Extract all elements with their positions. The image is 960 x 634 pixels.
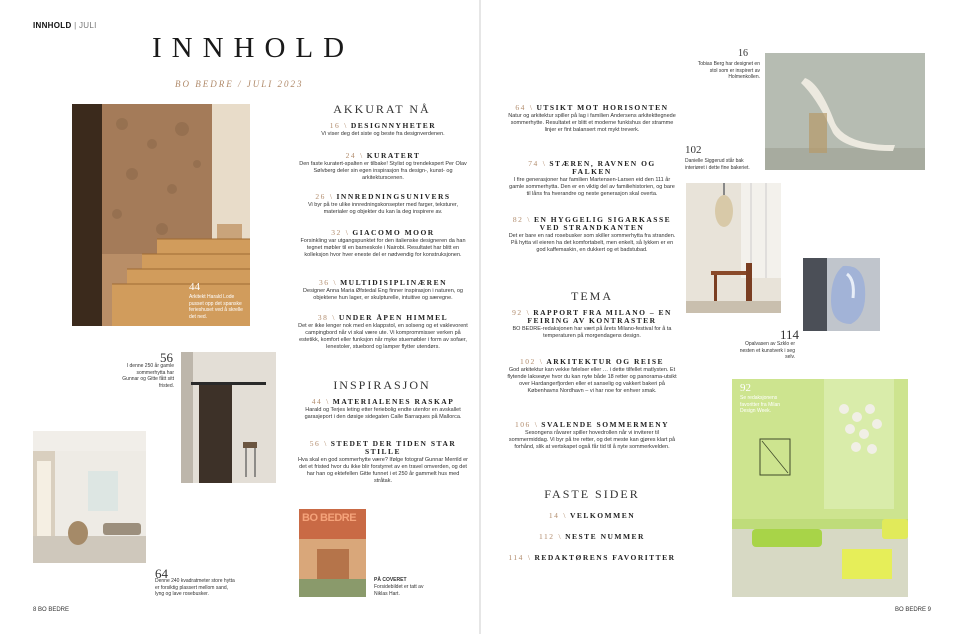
cover-label: PÅ COVERET xyxy=(374,577,407,583)
staircase-illustration xyxy=(72,104,250,326)
section-akkurat-na: AKKURAT NÅ xyxy=(333,102,431,116)
photo-number: 102 xyxy=(685,144,702,156)
page-title: INNHOLD xyxy=(152,32,355,64)
living-room-illustration xyxy=(33,431,146,563)
toc-entry[interactable]: 56 \ STEDET DER TIDEN STAR STILLE Hva skal en god sommerhytte være? Ifølge fotograf Gunnar Merrild er det et fristed hvor du ikke blir forstyrret av en travel omverden, og det har han og ektefellen Gitte funnet i et 250 år gammelt hus med stråtak. xyxy=(298,439,468,484)
toc-entry[interactable]: 44 \ MATERIALENES RASKAP Harald og Terjes leting etter feriebolig endte utenfor en avskallet garasjeport i den døsige sidegaten Calle Barraques på Mallorca. xyxy=(304,397,462,420)
toc-entry[interactable]: 112 \ NESTE NUMMER xyxy=(539,532,645,541)
gutter xyxy=(479,0,481,634)
photo-caption: Se redaksjonens favoritter fra Milan Design Week. xyxy=(740,395,781,414)
photo-vase xyxy=(803,258,880,331)
toc-entry[interactable]: 92 \ RAPPORT FRA MILANO – EN FEIRING AV KONTRASTER BO BEDRE-redaksjonen har vært på årets Milano-festival for å ta temperaturen på morgendagens design. xyxy=(512,308,672,339)
toc-entry[interactable]: 38 \ UNDER ÅPEN HIMMEL Det er ikke lenger nok med en klappstol, en solseng og et vaklevorent campingbord når vi skal være ute. Vi komprommisser verken på estetikk, komfort eller funksjon når myke stuemøbler i form av sofaer, lenestoler, stuebord og lamper flytter utendørs. xyxy=(298,313,468,350)
photo-living-room xyxy=(33,431,146,563)
photo-caption: Denne 240 kvadratmeter store hytta er forsiktig plassert mellom sand, lyng og lave rosebusker. xyxy=(155,578,235,597)
photo-staircase xyxy=(72,104,250,326)
vase-illustration xyxy=(803,258,880,331)
toc-entry[interactable]: 74 \ STÆREN, RAVNEN OG FALKEN I fire generasjoner har familien Martensen-Larsen eid den 111 år gamle sommerhytta. Den er en viktig del av familiehistorien, og bare til låns fra hverandre og neste generasjon skal overta. xyxy=(509,159,675,197)
bakery-illustration xyxy=(686,183,781,313)
section-inspirasjon: INSPIRASJON xyxy=(333,378,431,392)
toc-entry[interactable]: 36 \ MULTIDISIPLINÆREN Designer Anna Maria Øfstedal Eng finner inspirasjon i naturen, og objektene hun lager, er skulpturelle, intuitive og særegne. xyxy=(303,278,463,301)
section-faste-sider: FASTE SIDER xyxy=(544,487,640,501)
photo-green-room xyxy=(732,379,908,597)
toc-entry[interactable]: 82 \ EN HYGGELIG SIGARKASSE VED STRANDKANTEN Det er bare en rad rosebusker som skiller sommerhytta fra stranden. På hytta vil eieren ha det komfortabelt, men enkelt, så lykken er en god kaffemaskin, en dukkert og et badstubad. xyxy=(508,215,676,253)
photo-hytte-door xyxy=(181,352,276,483)
toc-entry[interactable]: 24 \ KURATERT Den faste kuratert-spalten er tilbake! Stylist og trendekspert Per Olav Sølvberg deler sin egen inspirasjon fra design-, kunst- og arkitekturscenen. xyxy=(299,151,467,181)
running-head: INNHOLD | JULI xyxy=(33,21,97,30)
door-illustration xyxy=(181,352,276,483)
cover-thumbnail[interactable] xyxy=(299,509,366,597)
photo-caption: Arkitekt Harald Lode pusset opp det spanske ferieshuset ved å skrelle det ned. xyxy=(189,294,243,320)
issue-line: BO BEDRE / JULI 2023 xyxy=(175,79,304,89)
photo-caption: I denne 250 år gamle sommerhytta har Gunnar og Gitte fått sitt fristed. xyxy=(122,363,174,389)
toc-entry[interactable]: 14 \ VELKOMMEN xyxy=(548,511,636,520)
toc-entry[interactable]: 16 \ DESIGNNYHETER Vi viser deg det siste og beste fra designverdenen. xyxy=(321,121,445,137)
section-tema: TEMA xyxy=(571,289,613,303)
cover-logo: BO BEDRE xyxy=(302,512,357,524)
photo-number: 16 xyxy=(738,48,748,59)
photo-caption: Danielle Siggerud står bak interiøret i dette fine bakeriet. xyxy=(685,158,750,171)
toc-entry[interactable]: 64 \ UTSIKT MOT HORISONTEN Natur og arkitektur spiller på lag i familien Andersens arkitekttegnede sommerhytte. Resultatet er blitt et moderne funkishus der stramme linjer er fint balansert mot mykt treverk. xyxy=(508,103,676,133)
folio-left: 8 BO BEDRE xyxy=(33,607,70,613)
toc-entry[interactable]: 114 \ REDAKTØRENS FAVORITTER xyxy=(508,553,676,562)
photo-caption: Tobias Berg har designet en stol som er inspirert av Holmenkollen. xyxy=(697,61,760,80)
photo-number: 44 xyxy=(189,281,200,293)
photo-bakery xyxy=(686,183,781,313)
toc-entry[interactable]: 102 \ ARKITEKTUR OG REISE God arkitektur kan vekke følelser eller … i dette tilfellet matlysten. Et flytende lakseøye hvor du kan nyte både 18 retter og panorama-utsikt over Hardangerfjorden eller et sanselig og vakkert bakeri på Københavns Nordhavn – vi har noe for enhver smak. xyxy=(507,357,677,394)
photo-caption: Opalvasen av Szklo er nesten et kunstverk i seg selv. xyxy=(739,341,795,360)
photo-number: 64 xyxy=(155,566,168,581)
photo-number: 92 xyxy=(740,382,751,394)
toc-entry[interactable]: 26 \ INNREDNINGSUNIVERS Vi byr på tre ulike innredningskonsepter med farger, teksturer, materialer og objekter du kan la deg inspirere av. xyxy=(307,192,458,215)
photo-number: 56 xyxy=(160,350,173,365)
toc-entry[interactable]: 106 \ SVALENDE SOMMERMENY Sesongens råvarer spiller hovedrollen når vi inviterer til sommermiddag. Vi byr på tre retter, og det meste kan gjøres klart på forhånd, slik at vertskapet også får tid til å nyte sommerkvelden. xyxy=(508,420,676,450)
photo-chair xyxy=(765,53,925,170)
photo-number: 114 xyxy=(780,327,800,342)
cover-caption: Forsidebildet er tatt av Niklas Hart. xyxy=(374,584,424,597)
folio-right: BO BEDRE 9 xyxy=(895,607,932,613)
toc-entry[interactable]: 32 \ GIACOMO MOOR Forsinkling var utgangspunktet for den italienske designeren da han tegnet møbler til en barneskole i Nairobi. Resultatet har blitt en kolleksjon hvor hver eneste del er nødvendig for konstruksjonen. xyxy=(300,228,466,258)
chair-illustration xyxy=(765,53,925,170)
